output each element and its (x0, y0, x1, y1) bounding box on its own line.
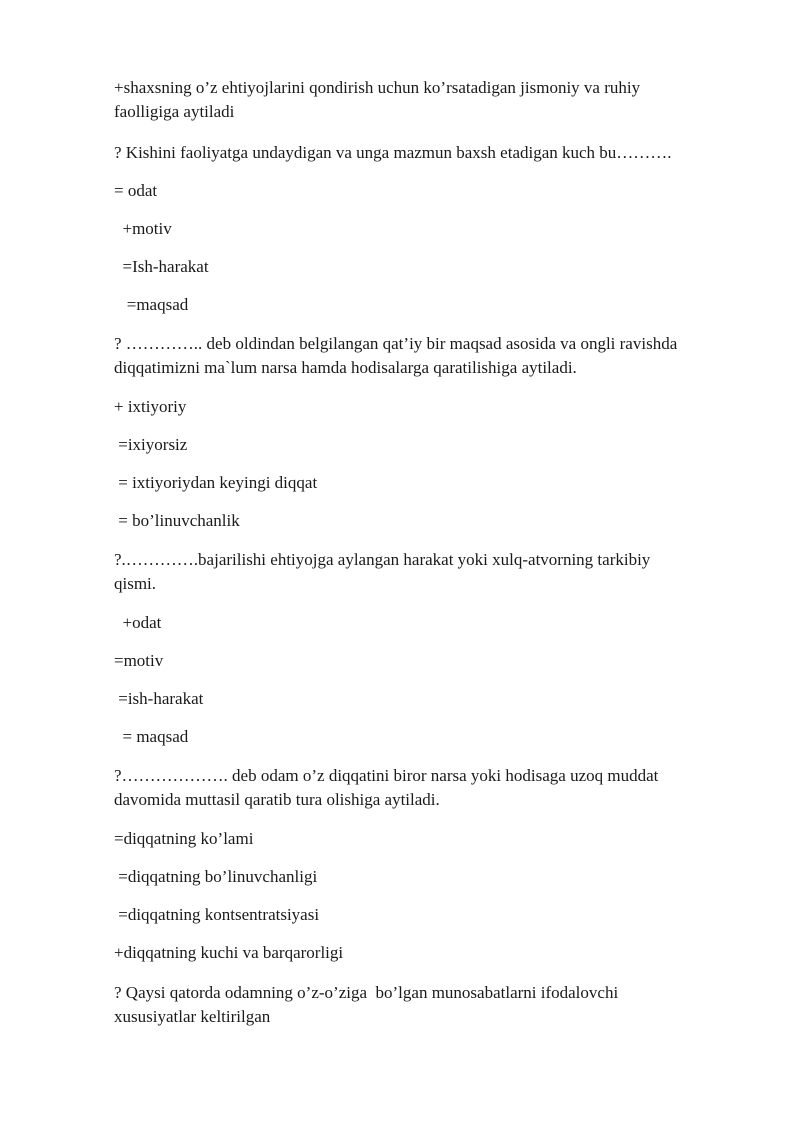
question-5-text-line-2: davomida muttasil qaratib tura olishiga aytiladi. (114, 790, 440, 809)
question-4-option-4: = maqsad (114, 727, 189, 746)
question-3-option-1: + ixtiyoriy (114, 397, 187, 416)
question-6-text-line-1: ? Qaysi qatorda odamning o’z-o’ziga bo’lgan munosabatlarni ifodalovchi (114, 983, 619, 1002)
question-3-option-3: = ixtiyoriydan keyingi diqqat (114, 473, 318, 492)
question-4-option-3: =ish-harakat (114, 689, 204, 708)
question-2-text: ? Kishini faoliyatga undaydigan va unga mazmun baxsh etadigan kuch bu………. (114, 143, 672, 162)
question-2-option-1: = odat (114, 181, 158, 200)
question-1-answer-correct-line-2: faolligiga aytiladi (114, 102, 235, 121)
question-4-text-line-1: ?.………….bajarilishi ehtiyojga aylangan harakat yoki xulq-atvorning tarkibiy (114, 550, 651, 569)
question-5-option-4: +diqqatning kuchi va barqarorligi (114, 943, 344, 962)
question-2-option-4: =maqsad (114, 295, 189, 314)
question-5-option-3: =diqqatning kontsentratsiyasi (114, 905, 320, 924)
question-6-text-line-2: xususiyatlar keltirilgan (114, 1007, 271, 1026)
question-3-option-2: =ixiyorsiz (114, 435, 188, 454)
question-1-answer-correct-line-1: +shaxsning o’z ehtiyojlarini qondirish uchun ko’rsatadigan jismoniy va ruhiy (114, 78, 641, 97)
question-4-option-2: =motiv (114, 651, 164, 670)
question-3-option-4: = bo’linuvchanlik (114, 511, 240, 530)
question-3-text-line-1: ? ………….. deb oldindan belgilangan qat’iy bir maqsad asosida va ongli ravishda (114, 334, 678, 353)
question-4-option-1: +odat (114, 613, 162, 632)
question-5-option-2: =diqqatning bo’linuvchanligi (114, 867, 318, 886)
question-5-option-1: =diqqatning ko’lami (114, 829, 254, 848)
question-2-option-3: =Ish-harakat (114, 257, 209, 276)
question-4-text-line-2: qismi. (114, 574, 157, 593)
question-3-text-line-2: diqqatimizni ma`lum narsa hamda hodisalarga qaratilishiga aytiladi. (114, 358, 577, 377)
question-2-option-2: +motiv (114, 219, 172, 238)
question-5-text-line-1: ?………………. deb odam o’z diqqatini biror narsa yoki hodisaga uzoq muddat (114, 766, 659, 785)
